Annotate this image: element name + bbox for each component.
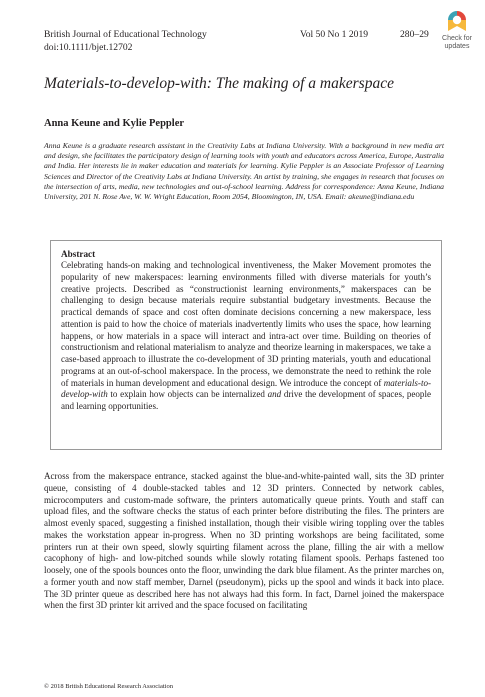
abstract-text: Celebrating hands-on making and technological inventiveness, the Maker Movement promotes the popularity of new makerspaces: learning environments filled with diverse materials for youth’s creative projects. Described as “constructionist learning environments,” makerspaces can be challenging to design because materials require substantial budgetary investments. Because the practical demands of space and cost often dominate decisions concerning a new makerspace, less attention is paid to how the choice of materials inadvertently limits who uses the space, how learning happens, or how materials in a space will interact and intra-act over time. Building on theories of constructionism and relational materialism to analyze and theorize learning in makerspaces, we take a case-based approach to illustrate the co-development of 3D printing materials, youth and educational programs at an out-of-school makerspace. In the process, we demonstrate the need to rethink the role of materials in human development and educational design. We introduce the concept of materials-to-develop-with to explain how objects can be internalized and drive the development of spaces, people and learning opportunities. (61, 260, 431, 411)
author-bio: Anna Keune is a graduate research assistant in the Creativity Labs at Indiana University. With a background in new media art and design, she facilitates the participatory design of learning tools with youth and educators across America, Europe, Australia and India. Her interests lie in maker education and materials for learning. Kylie Peppler is an Associate Professor of Learning Sciences and Director of the Creativity Labs at Indiana University. An artist by training, she engages in research that focuses on the intersection of arts, media, new technologies and out-of-school learning. Address for correspondence: Anna Keune, Indiana University, 201 N. Rose Ave, W. W. Wright Education, Room 2054, Bloomington, IN, USA. Email: akeune@indiana.edu (44, 141, 444, 202)
check-for-updates-label: Check for updates (442, 35, 472, 50)
article-title: Materials-to-develop-with: The making of a makerspace (44, 75, 394, 92)
check-for-updates-badge[interactable] (432, 8, 482, 52)
journal-name: British Journal of Educational Technology (44, 29, 207, 40)
copyright-footer: © 2018 British Educational Research Association (44, 683, 173, 690)
running-header (44, 28, 444, 54)
abstract-heading: Abstract (61, 249, 96, 259)
crossmark-icon (447, 10, 467, 34)
volume-issue: Vol 50 No 1 2019 (300, 29, 369, 40)
doi[interactable]: doi:10.1111/bjet.12702 (44, 42, 133, 53)
body-paragraph: Across from the makerspace entrance, stacked against the blue-and-white-painted wall, sits the 3D printer queue, consisting of 4 double-stacked tables and 12 3D printers. Connected by network cables, microcomputers and custom-made software, the printers automatically queue prints. Youth and staff can upload files, and the software checks the status of each printer before distributing the files. The printers are almost evenly spaced, suggesting a finished installation, though their visible wiring toppling over the tables makes the workstation appear in-progress. When no 3D printing workshops are being facilitated, some printers run at their own speed, slowly squirting filament across the plane, filling the air with a mellow cacophony of high- and low-pitched sounds while slowly rotating filament spools. Perhaps fastened too loosely, one of the spools bounces onto the floor, unwinding the dark blue filament. As the printer marches on, a former youth and now staff member, Darnel (pseudonym), picks up the spool and winds it back into place. The 3D printer queue as described here has not always had this form. In fact, Darnel joined the makerspace when the first 3D printer kit arrived and the space focused on facilitating (44, 471, 444, 611)
article-authors: Anna Keune and Kylie Peppler (44, 118, 185, 129)
abstract-key-term: materials-to-develop-with (61, 377, 431, 400)
page-range: 280–29 (400, 29, 429, 40)
